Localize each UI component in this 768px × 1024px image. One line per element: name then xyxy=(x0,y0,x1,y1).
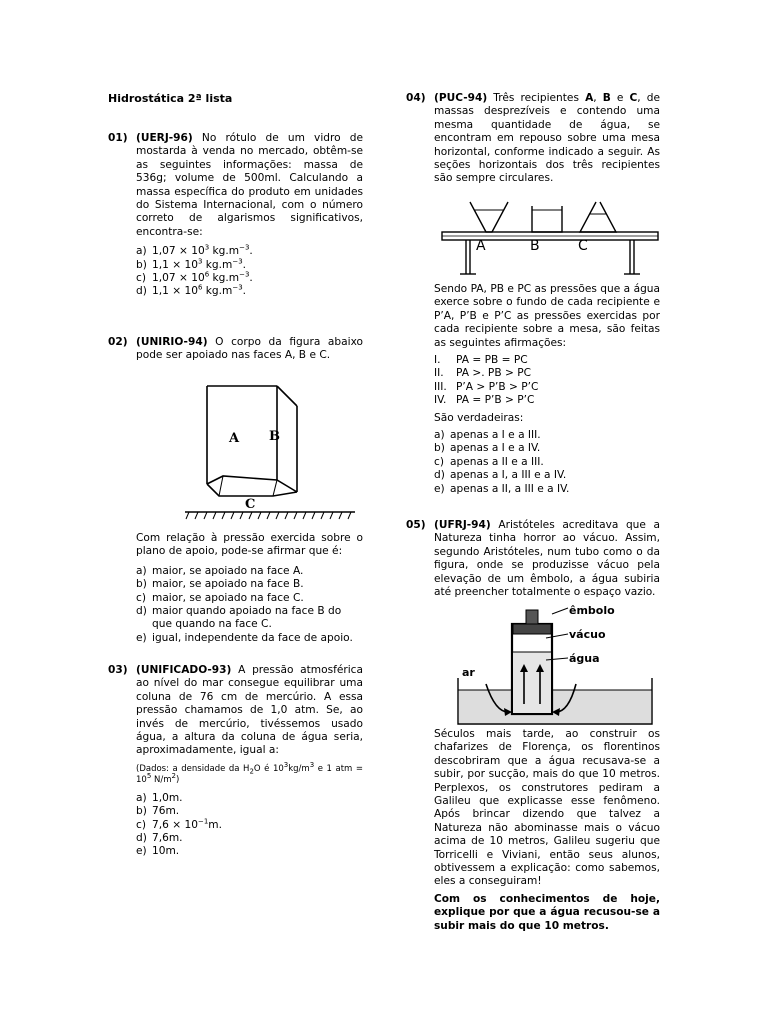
page-title: Hidrostática 2ª lista xyxy=(108,92,233,105)
question-text: Séculos mais tarde, ao construir os chafarizes de Florença, os florentinos descobriram que a água recusava-se a subir, por sucção, mais do que 10 metros. Perplexos, os construtores pediram a Galileu que explicasse esse fenômeno. Após brincar dizendo que talvez a Natureza não abominasse mais o vácuo acima de 10 metros, Galileu sugeriu que Torricelli e Viviani, então seus alunos, obtivessem a explicação: como sabemos, eles a conseguiram! xyxy=(434,728,660,888)
question-02-continued xyxy=(108,532,363,645)
statement-4: IV. PA = P’B > P’C xyxy=(434,394,535,407)
question-text: (PUC-94) Três recipientes A, B e C, de massas desprezíveis e contendo uma mesma quantidade de água, se encontram em repouso sobre uma mesa horizontal, conforme indicado a seguir. As seções horizontais dos três recipientes são sempre circulares. xyxy=(434,92,660,185)
option-a: a) $1,07 \times 10^3$ $kg.m^{-3}$. xyxy=(136,243,253,258)
option-e: e) apenas a II, a III e a IV. xyxy=(434,482,570,495)
option-a: a) apenas a I e a III. xyxy=(434,429,541,442)
question-prompt: Com os conhecimentos de hoje, explique por que a água recusou-se a subir mais do que 10 metros. xyxy=(434,892,660,932)
question-text: Com relação à pressão exercida sobre o plano de apoio, pode-se afirmar que é: xyxy=(136,532,363,558)
question-number: 03) xyxy=(108,664,128,676)
option-b: b) maior, se apoiado na face B. xyxy=(136,578,304,591)
question-05 xyxy=(406,519,660,599)
question-03 xyxy=(108,664,363,859)
face-label-b: B xyxy=(269,429,280,444)
option-e: e) 10m. xyxy=(136,845,180,858)
option-b: b) 76m. xyxy=(136,805,180,818)
option-b: b) $1,1 \times 10^3$ $kg.m^{-3}$. xyxy=(136,257,247,271)
recipients-figure xyxy=(440,196,660,278)
statements-list xyxy=(434,354,660,408)
question-04-continued xyxy=(406,283,660,496)
recipient-label-b: B xyxy=(530,238,540,254)
question-text: (UFRJ-94) Aristóteles acreditava que a Natureza tinha horror ao vácuo. Assim, segundo Aristóteles, num tubo como o da figura, onde se produzisse vácuo pela elevação de um êmbolo, a água subiria até preencher totalmente o espaço vazio. xyxy=(434,519,660,599)
option-b: b) apenas a I e a IV. xyxy=(434,442,541,455)
label-embolo: êmbolo xyxy=(569,604,615,617)
label-ar: ar xyxy=(462,666,475,679)
question-text: (UERJ-96) No rótulo de um vidro de mostarda à venda no mercado, obtêm-se as seguintes informações: massa de 536g; volume de 500ml. Calculando a massa específica do produto em unidades do Sistema Internacional, com o número correto de algarismos significativos, encontra-se: xyxy=(136,132,363,238)
question-04 xyxy=(406,92,660,186)
recipient-label-a: A xyxy=(476,238,486,254)
face-label-a: A xyxy=(229,431,240,446)
option-d: d) apenas a I, a III e a IV. xyxy=(434,469,567,482)
label-agua: água xyxy=(569,652,600,665)
statement-3: III. P’A > P’B > P’C xyxy=(434,380,539,393)
recipient-label-c: C xyxy=(578,238,588,254)
piston-tube-figure xyxy=(456,604,656,726)
question-source: (UNIFICADO-93) xyxy=(136,664,232,676)
option-c: c) apenas a II e a III. xyxy=(434,455,544,468)
question-ask: São verdadeiras: xyxy=(434,411,524,424)
question-text: (UNIFICADO-93) A pressão atmosférica ao nível do mar consegue equilibrar uma coluna de 76 cm de mercúrio. A essa pressão chamamos de 1,0 atm. Se, ao invés de mercúrio, tivéssemos usado água, a altura da coluna de água seria, aproximadamente, igual a: xyxy=(136,664,363,757)
option-c: c) $7,6 \times 10^{-1}m$. xyxy=(136,817,222,831)
option-c: c) maior, se apoiado na face C. xyxy=(136,591,304,604)
statement-2: II. PA >. PB > PC xyxy=(434,367,531,380)
data-note: (Dados: a densidade da $H_2O$ é $10^3kg/m^3$ e 1 atm = $10^5$ $N/m^2$) xyxy=(136,761,363,785)
question-number: 05) xyxy=(406,519,426,531)
question-number: 02) xyxy=(108,336,128,348)
option-d: d) $1,1 \times 10^6$ $kg.m^{-3}$. xyxy=(136,283,247,298)
options-list xyxy=(136,245,363,299)
question-number: 01) xyxy=(108,132,128,144)
question-source: (PUC-94) xyxy=(434,92,488,104)
statement-1: I. PA = PB = PC xyxy=(434,354,528,367)
question-source: (UFRJ-94) xyxy=(434,519,491,531)
options-list xyxy=(434,429,660,496)
question-number: 04) xyxy=(406,92,426,104)
question-text: (UNIRIO-94) O corpo da figura abaixo pode ser apoiado nas faces A, B e C. xyxy=(136,336,363,362)
question-source: (UERJ-96) xyxy=(136,132,193,144)
question-source: (UNIRIO-94) xyxy=(136,336,208,348)
prism-figure xyxy=(185,372,360,520)
option-a: a) maior, se apoiado na face A. xyxy=(136,564,304,577)
question-01 xyxy=(108,132,363,299)
option-c: c) $1,07 \times 10^6$ $kg.m^{-3}$. xyxy=(136,270,253,285)
option-d: d) 7,6m. xyxy=(136,832,183,845)
options-list xyxy=(136,565,363,645)
question-02 xyxy=(108,336,363,363)
option-e: e) igual, independente da face de apoio. xyxy=(136,631,353,644)
option-d: d) maior quando apoiado na face B do que quando na face C. xyxy=(136,605,342,631)
face-label-c: C xyxy=(245,497,256,512)
options-list xyxy=(136,792,363,859)
label-vacuo: vácuo xyxy=(569,628,606,641)
option-a: a) 1,0m. xyxy=(136,791,183,804)
question-05-continued xyxy=(406,728,660,933)
question-text: Sendo PA, PB e PC as pressões que a água exerce sobre o fundo de cada recipiente e P’A, P’B e P’C as pressões exercidas por cada recipiente sobre a mesa, são feitas as seguintes afirmações: xyxy=(434,283,660,349)
